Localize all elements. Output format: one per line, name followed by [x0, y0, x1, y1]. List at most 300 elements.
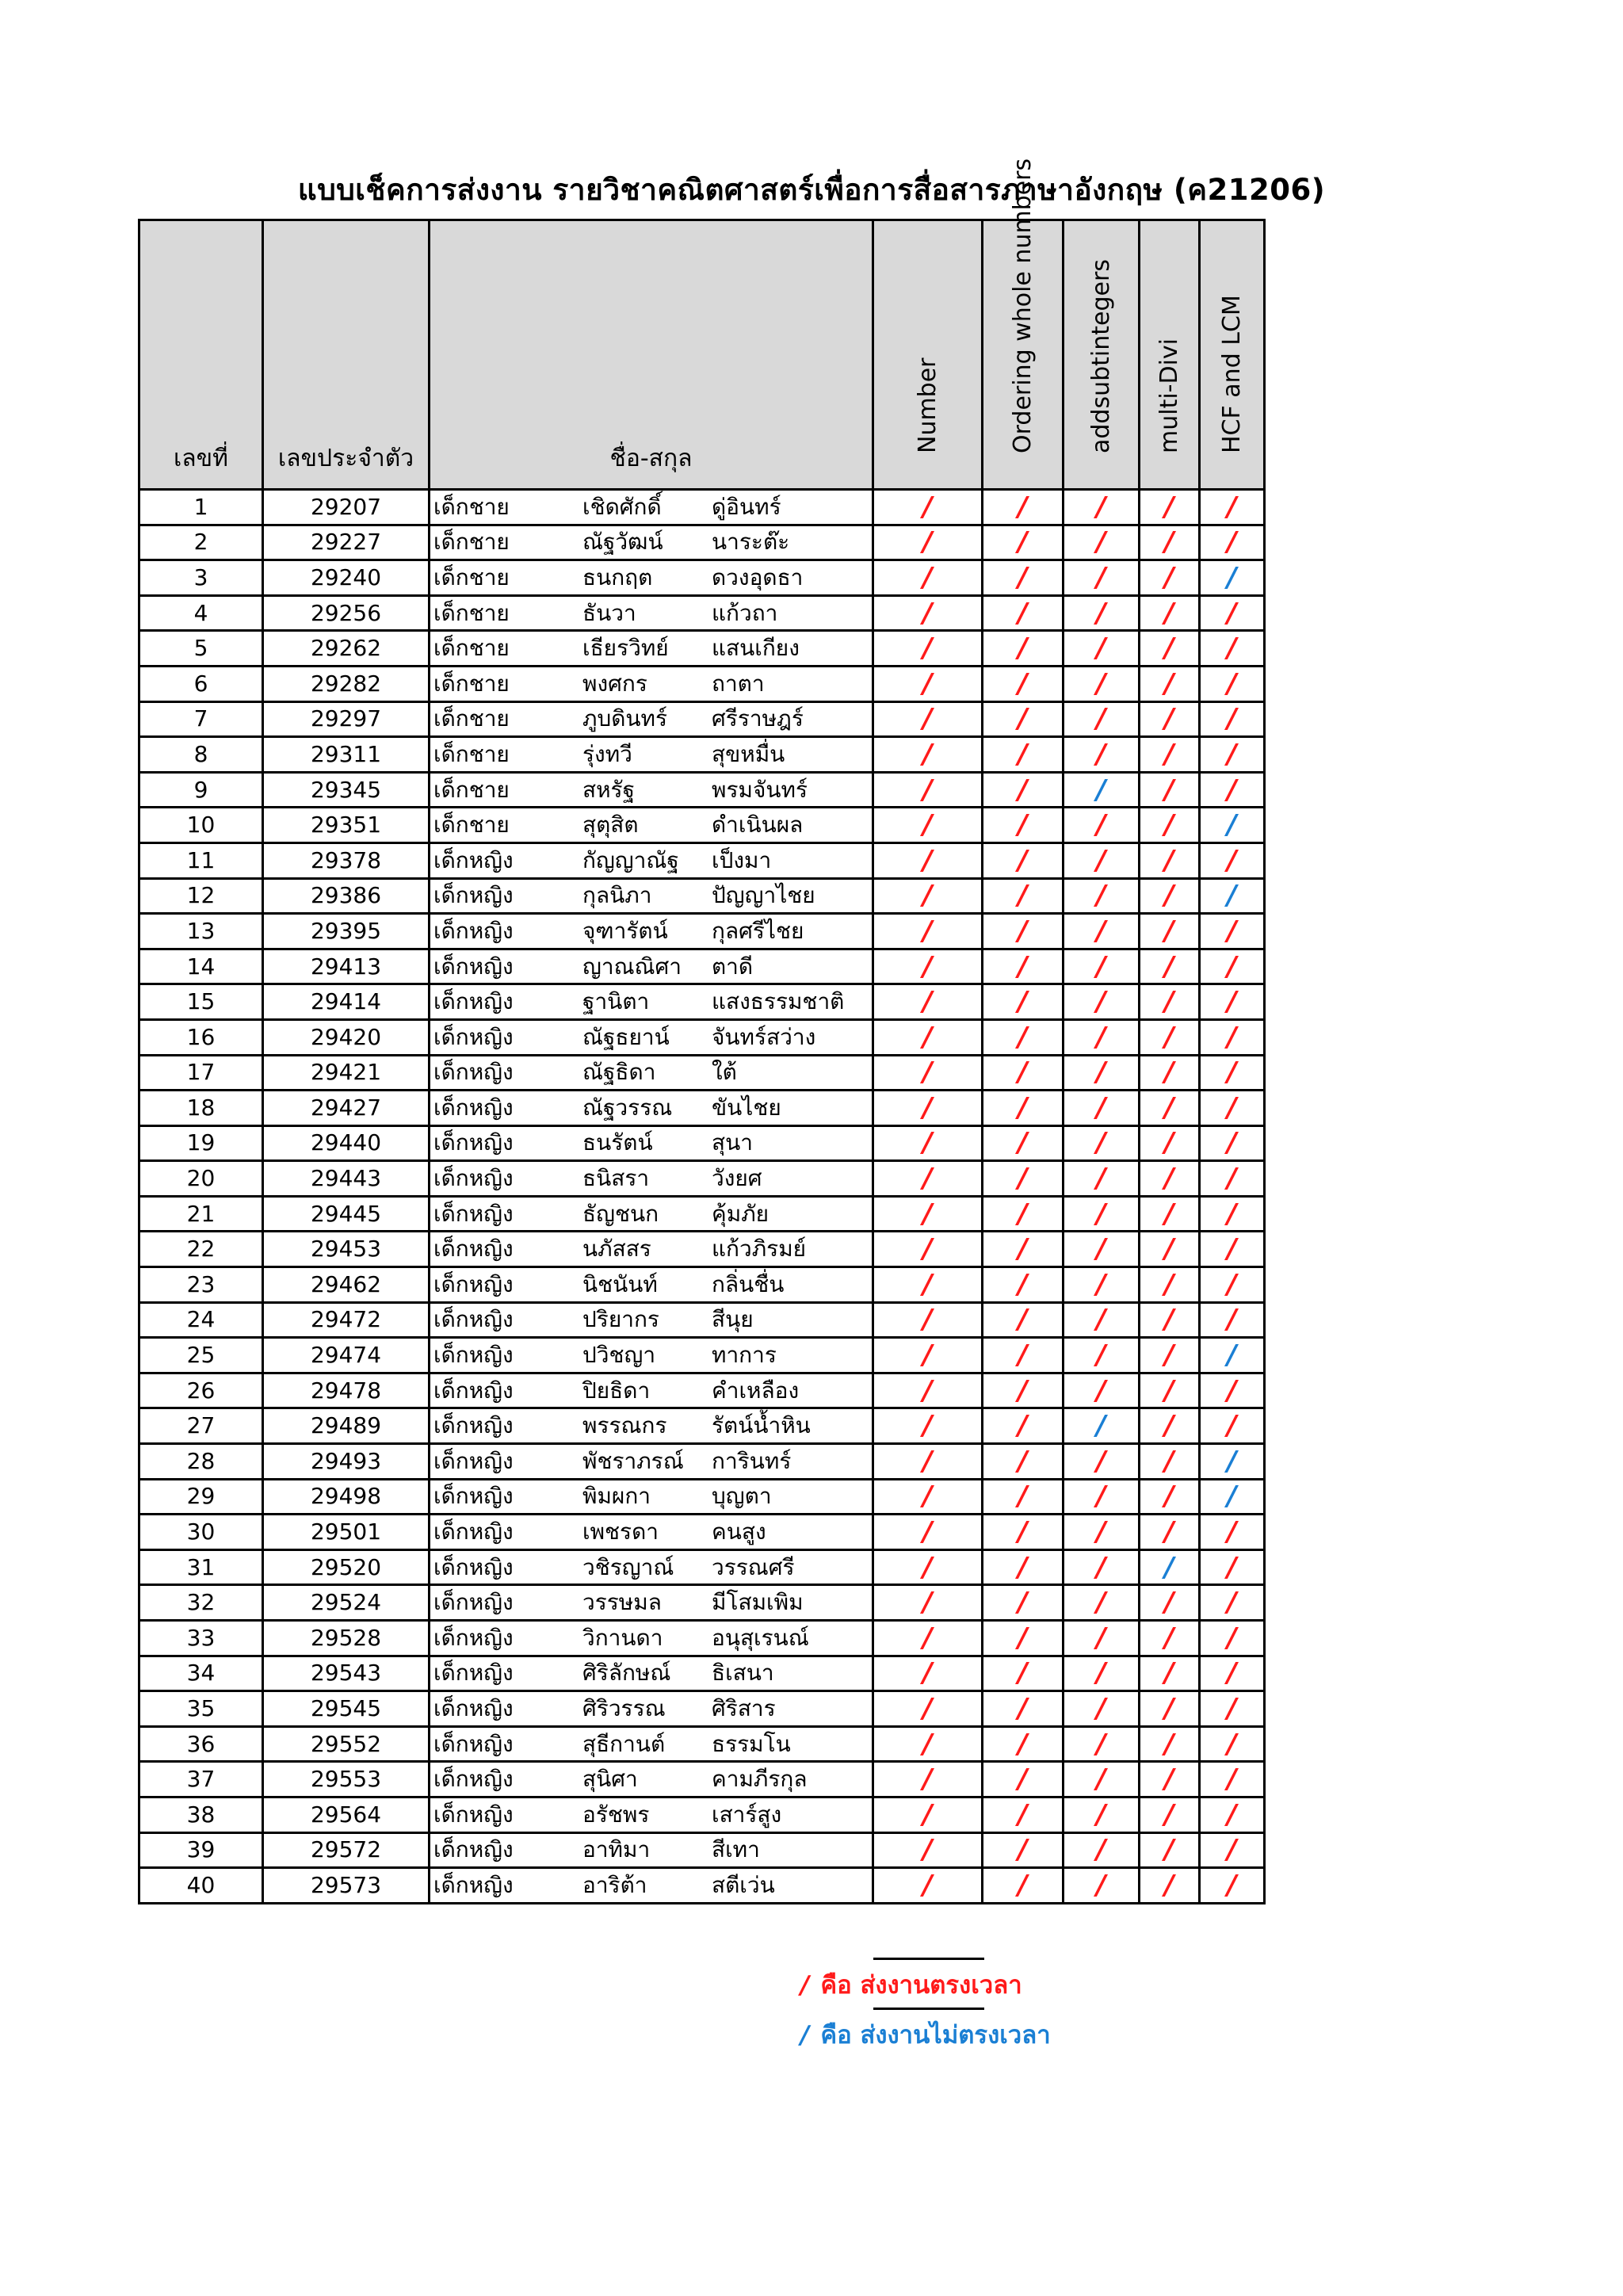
submission-check: / — [1140, 1161, 1200, 1197]
student-name — [430, 595, 873, 631]
name-last: แก้วภิรมย์ — [712, 1236, 807, 1263]
name-first: ธนรัตน์ — [582, 1129, 653, 1156]
submission-check: / — [873, 1444, 983, 1480]
submission-check: / — [1064, 1621, 1140, 1656]
submission-check: / — [873, 1019, 983, 1055]
name-prefix: เด็กหญิง — [433, 1059, 514, 1086]
submission-check: / — [1064, 914, 1140, 949]
student-id: 29297 — [263, 701, 430, 737]
submission-check: / — [873, 1515, 983, 1550]
submission-check: / — [983, 1444, 1064, 1480]
submission-check: / — [1200, 1762, 1265, 1797]
submission-check: / — [1064, 1232, 1140, 1267]
table-row — [139, 1338, 1265, 1373]
submission-check: / — [983, 631, 1064, 667]
name-first: สุนิศา — [582, 1766, 638, 1793]
name-first: พรรณกร — [582, 1412, 667, 1439]
header-assignment-multidivi: multi-Divi — [1140, 220, 1200, 490]
row-number: 5 — [139, 631, 263, 667]
student-id: 29427 — [263, 1091, 430, 1126]
name-first: อาทิมา — [582, 1836, 651, 1863]
student-id: 29453 — [263, 1232, 430, 1267]
table-row — [139, 701, 1265, 737]
student-name — [430, 1161, 873, 1197]
table-row — [139, 1196, 1265, 1232]
submission-check: / — [1064, 1091, 1140, 1126]
row-number: 20 — [139, 1161, 263, 1197]
name-last: คามภีรกุล — [712, 1766, 808, 1793]
student-name — [430, 949, 873, 984]
student-name — [430, 808, 873, 843]
name-last: ธรรมโน — [712, 1730, 791, 1757]
submission-check: / — [1140, 1091, 1200, 1126]
name-last: สตีเว่น — [712, 1871, 775, 1898]
legend-late-symbol: / — [800, 2021, 810, 2050]
student-name — [430, 631, 873, 667]
submission-check: / — [1200, 490, 1265, 525]
submission-check: / — [1200, 1373, 1265, 1408]
name-prefix: เด็กชาย — [433, 493, 510, 520]
submission-check: / — [873, 1621, 983, 1656]
table-row — [139, 878, 1265, 914]
submission-check: / — [983, 737, 1064, 773]
submission-check: / — [1064, 949, 1140, 984]
table-row — [139, 1091, 1265, 1126]
submission-check: / — [1140, 772, 1200, 808]
row-number: 26 — [139, 1373, 263, 1408]
submission-check: / — [1064, 1302, 1140, 1338]
row-number: 8 — [139, 737, 263, 773]
submission-check: / — [1200, 914, 1265, 949]
student-id: 29553 — [263, 1762, 430, 1797]
submission-check: / — [983, 595, 1064, 631]
name-last: ธิเสนา — [712, 1660, 774, 1687]
name-prefix: เด็กชาย — [433, 776, 510, 803]
row-number: 27 — [139, 1408, 263, 1444]
table-row — [139, 949, 1265, 984]
student-name — [430, 984, 873, 1020]
submission-check: / — [873, 1408, 983, 1444]
submission-check: / — [1064, 1656, 1140, 1691]
student-id: 29345 — [263, 772, 430, 808]
name-first: ณัฐวัฒน์ — [582, 529, 663, 556]
submission-check: / — [983, 525, 1064, 560]
student-name — [430, 1621, 873, 1656]
submission-check: / — [873, 1868, 983, 1904]
student-id: 29386 — [263, 878, 430, 914]
submission-check: / — [873, 1161, 983, 1197]
name-last: ตาดี — [712, 953, 754, 980]
student-id: 29493 — [263, 1444, 430, 1480]
student-name — [430, 666, 873, 701]
submission-check: / — [983, 842, 1064, 878]
student-name — [430, 1585, 873, 1621]
student-name — [430, 1302, 873, 1338]
row-number: 11 — [139, 842, 263, 878]
submission-check: / — [873, 525, 983, 560]
submission-check: / — [1140, 1267, 1200, 1303]
submission-check: / — [873, 595, 983, 631]
submission-check: / — [983, 1125, 1064, 1161]
student-name — [430, 701, 873, 737]
student-name — [430, 1373, 873, 1408]
submission-check: / — [1064, 1726, 1140, 1762]
name-prefix: เด็กชาย — [433, 635, 510, 662]
submission-check: / — [983, 1832, 1064, 1868]
name-last: สีเทา — [712, 1836, 760, 1863]
name-last: เสาร์สูง — [712, 1801, 782, 1828]
table-row — [139, 772, 1265, 808]
header-assignment-hcf-lcm: HCF and LCM — [1200, 220, 1265, 490]
submission-check: / — [1140, 1656, 1200, 1691]
submission-check: / — [1140, 984, 1200, 1020]
submission-check: / — [1140, 1868, 1200, 1904]
submission-check: / — [1064, 666, 1140, 701]
submission-check: / — [873, 1549, 983, 1585]
submission-check: / — [1140, 631, 1200, 667]
name-last: บุญตา — [712, 1483, 772, 1510]
row-number: 22 — [139, 1232, 263, 1267]
submission-check: / — [1200, 1267, 1265, 1303]
submission-check: / — [1064, 772, 1140, 808]
student-name — [430, 842, 873, 878]
submission-check: / — [1140, 1479, 1200, 1515]
submission-check: / — [983, 1479, 1064, 1515]
name-last: แก้วถา — [712, 599, 778, 626]
legend-on-time — [800, 1960, 1062, 2011]
submission-check: / — [873, 1196, 983, 1232]
submission-check: / — [983, 1726, 1064, 1762]
name-prefix: เด็กชาย — [433, 740, 510, 767]
name-prefix: เด็กหญิง — [433, 1871, 514, 1898]
name-prefix: เด็กหญิง — [433, 1412, 514, 1439]
name-prefix: เด็กชาย — [433, 812, 510, 839]
table-row — [139, 1125, 1265, 1161]
submission-check: / — [1200, 878, 1265, 914]
submission-check: / — [983, 1797, 1064, 1832]
student-name — [430, 1444, 873, 1480]
name-last: เป็งมา — [712, 846, 772, 873]
submission-check: / — [1200, 1408, 1265, 1444]
submission-check: / — [1140, 1196, 1200, 1232]
table-row — [139, 1479, 1265, 1515]
submission-check: / — [873, 808, 983, 843]
table-row — [139, 1515, 1265, 1550]
submission-check: / — [983, 1302, 1064, 1338]
name-last: คำเหลือง — [712, 1377, 800, 1404]
submission-check: / — [873, 701, 983, 737]
submission-check: / — [873, 631, 983, 667]
submission-check: / — [1200, 737, 1265, 773]
name-last: ดู่อินทร์ — [712, 493, 781, 520]
submission-check: / — [1064, 1408, 1140, 1444]
row-number: 15 — [139, 984, 263, 1020]
student-id: 29207 — [263, 490, 430, 525]
name-first: จุฑารัตน์ — [582, 917, 668, 944]
name-last: สีนุย — [712, 1306, 754, 1333]
row-number: 34 — [139, 1656, 263, 1691]
name-prefix: เด็กหญิง — [433, 1306, 514, 1333]
name-last: แสงธรรมชาติ — [712, 988, 845, 1015]
row-number: 25 — [139, 1338, 263, 1373]
submission-check: / — [1200, 1726, 1265, 1762]
name-prefix: เด็กชาย — [433, 529, 510, 556]
student-name — [430, 1762, 873, 1797]
legend-on-time-symbol: / — [800, 1971, 810, 2000]
student-name — [430, 1019, 873, 1055]
student-name — [430, 1408, 873, 1444]
table-row — [139, 914, 1265, 949]
name-prefix: เด็กหญิง — [433, 988, 514, 1015]
row-number: 1 — [139, 490, 263, 525]
name-prefix: เด็กหญิง — [433, 1023, 514, 1050]
student-name — [430, 772, 873, 808]
submission-check: / — [1064, 1196, 1140, 1232]
student-name — [430, 1726, 873, 1762]
student-id: 29545 — [263, 1691, 430, 1727]
row-number: 17 — [139, 1055, 263, 1091]
student-id: 29543 — [263, 1656, 430, 1691]
row-number: 2 — [139, 525, 263, 560]
name-first: สุตุสิต — [582, 812, 639, 839]
submission-check: / — [1064, 1019, 1140, 1055]
submission-check: / — [1140, 1691, 1200, 1727]
name-prefix: เด็กหญิง — [433, 1766, 514, 1793]
submission-check: / — [983, 808, 1064, 843]
name-first: ธันวา — [582, 599, 636, 626]
name-first: ภูบดินทร์ — [582, 705, 668, 732]
row-number: 6 — [139, 666, 263, 701]
submission-check: / — [873, 1585, 983, 1621]
name-first: วชิรญาณ์ — [582, 1553, 674, 1580]
submission-check: / — [983, 666, 1064, 701]
name-prefix: เด็กหญิง — [433, 1519, 514, 1545]
submission-check: / — [1140, 1232, 1200, 1267]
name-prefix: เด็กหญิง — [433, 1447, 514, 1474]
student-name — [430, 1656, 873, 1691]
name-prefix: เด็กหญิง — [433, 953, 514, 980]
header-name: ชื่อ-สกุล — [430, 220, 873, 490]
submission-check: / — [873, 878, 983, 914]
header-assignment-addsub: addsubtintegers — [1064, 220, 1140, 490]
header-assignment-number: Number — [873, 220, 983, 490]
student-name — [430, 1868, 873, 1904]
student-id: 29524 — [263, 1585, 430, 1621]
submission-check: / — [1200, 1232, 1265, 1267]
submission-check: / — [1200, 1161, 1265, 1197]
name-first: ธนกฤต — [582, 563, 653, 590]
submission-check: / — [873, 737, 983, 773]
student-name — [430, 914, 873, 949]
table-row — [139, 1691, 1265, 1727]
name-prefix: เด็กหญิง — [433, 1836, 514, 1863]
submission-check: / — [1140, 808, 1200, 843]
submission-check: / — [1200, 1479, 1265, 1515]
name-last: ทาการ — [712, 1342, 777, 1369]
submission-check: / — [1200, 842, 1265, 878]
submission-check: / — [1200, 1444, 1265, 1480]
submission-check: / — [983, 878, 1064, 914]
table-row — [139, 1267, 1265, 1303]
name-first: ศิริลักษณ์ — [582, 1660, 671, 1687]
student-name — [430, 525, 873, 560]
submission-check: / — [1200, 701, 1265, 737]
student-name — [430, 737, 873, 773]
submission-check: / — [873, 666, 983, 701]
submission-check: / — [873, 772, 983, 808]
submission-check: / — [1200, 595, 1265, 631]
name-first: ปริยากร — [582, 1306, 659, 1333]
student-name — [430, 1691, 873, 1727]
name-last: พรมจันทร์ — [712, 776, 808, 803]
submission-check: / — [1200, 1585, 1265, 1621]
submission-check: / — [873, 842, 983, 878]
submission-check: / — [983, 1019, 1064, 1055]
row-number: 10 — [139, 808, 263, 843]
submission-check: / — [1200, 949, 1265, 984]
student-id: 29552 — [263, 1726, 430, 1762]
submission-check: / — [1064, 1338, 1140, 1373]
row-number: 37 — [139, 1762, 263, 1797]
submission-check: / — [1140, 1373, 1200, 1408]
row-number: 30 — [139, 1515, 263, 1550]
name-prefix: เด็กหญิง — [433, 1129, 514, 1156]
table-row — [139, 1621, 1265, 1656]
table-row — [139, 1762, 1265, 1797]
student-id: 29520 — [263, 1549, 430, 1585]
name-last: นาระต๊ะ — [712, 529, 790, 556]
table-row — [139, 984, 1265, 1020]
submission-check: / — [1200, 1091, 1265, 1126]
header-assignment-ordering: Ordering whole numbers — [983, 220, 1064, 490]
table-row — [139, 1161, 1265, 1197]
submission-check: / — [1064, 1161, 1140, 1197]
table-row — [139, 525, 1265, 560]
name-first: ฐานิตา — [582, 988, 650, 1015]
submission-check: / — [1064, 1373, 1140, 1408]
student-name — [430, 1125, 873, 1161]
student-name — [430, 878, 873, 914]
submission-check: / — [983, 1656, 1064, 1691]
table-row — [139, 1055, 1265, 1091]
submission-check: / — [1064, 1691, 1140, 1727]
submission-check: / — [1200, 1019, 1265, 1055]
student-id: 29572 — [263, 1832, 430, 1868]
student-name — [430, 1055, 873, 1091]
student-id: 29256 — [263, 595, 430, 631]
name-prefix: เด็กหญิง — [433, 882, 514, 909]
name-last: มีโสมเพิม — [712, 1589, 804, 1616]
submission-check: / — [873, 1232, 983, 1267]
submission-check: / — [1064, 490, 1140, 525]
name-last: วังยศ — [712, 1165, 762, 1192]
name-first: เพชรดา — [582, 1519, 659, 1545]
submission-check: / — [1200, 1656, 1265, 1691]
name-first: ธัญชนก — [582, 1200, 659, 1227]
submission-check: / — [873, 490, 983, 525]
legend — [800, 1958, 1062, 2061]
student-id: 29395 — [263, 914, 430, 949]
submission-check: / — [1200, 1055, 1265, 1091]
name-first: เธียรวิทย์ — [582, 635, 669, 662]
table-row — [139, 631, 1265, 667]
name-first: อาริต้า — [582, 1871, 647, 1898]
submission-check: / — [1064, 1832, 1140, 1868]
name-last: ดวงอุดธา — [712, 563, 804, 590]
submission-check: / — [873, 1691, 983, 1727]
student-name — [430, 1267, 873, 1303]
name-prefix: เด็กหญิง — [433, 1624, 514, 1651]
name-prefix: เด็กหญิง — [433, 1694, 514, 1721]
submission-check: / — [983, 701, 1064, 737]
submission-check: / — [1064, 737, 1140, 773]
table-row — [139, 1726, 1265, 1762]
submission-check: / — [1140, 1125, 1200, 1161]
table-row — [139, 490, 1265, 525]
submission-check: / — [873, 1267, 983, 1303]
student-id: 29282 — [263, 666, 430, 701]
name-prefix: เด็กชาย — [433, 563, 510, 590]
submission-check: / — [873, 914, 983, 949]
name-last: วรรณศรี — [712, 1553, 795, 1580]
table-row — [139, 1408, 1265, 1444]
name-prefix: เด็กหญิง — [433, 917, 514, 944]
student-id: 29472 — [263, 1302, 430, 1338]
name-prefix: เด็กชาย — [433, 670, 510, 697]
name-last: สุขหมื่น — [712, 740, 785, 767]
name-first: สหรัฐ — [582, 776, 636, 803]
submission-check: / — [983, 1373, 1064, 1408]
name-last: แสนเกียง — [712, 635, 800, 662]
row-number: 9 — [139, 772, 263, 808]
name-prefix: เด็กหญิง — [433, 846, 514, 873]
submission-check: / — [873, 984, 983, 1020]
submission-check: / — [1064, 560, 1140, 596]
submission-check: / — [1200, 1621, 1265, 1656]
submission-check: / — [1140, 595, 1200, 631]
name-first: ญาณณิศา — [582, 953, 682, 980]
name-first: ปวิชญา — [582, 1342, 656, 1369]
submission-check: / — [1200, 1868, 1265, 1904]
submission-check: / — [1064, 1868, 1140, 1904]
submission-check: / — [1200, 1196, 1265, 1232]
submission-check: / — [1200, 1549, 1265, 1585]
name-first: วิกานดา — [582, 1624, 663, 1651]
student-id: 29227 — [263, 525, 430, 560]
table-row — [139, 1868, 1265, 1904]
submission-check: / — [1200, 1797, 1265, 1832]
student-id: 29501 — [263, 1515, 430, 1550]
submission-check: / — [1140, 701, 1200, 737]
row-number: 24 — [139, 1302, 263, 1338]
name-prefix: เด็กหญิง — [433, 1553, 514, 1580]
submission-check: / — [983, 1232, 1064, 1267]
submission-check: / — [1140, 1338, 1200, 1373]
name-last: กลิ่นชื่น — [712, 1270, 785, 1297]
submission-check: / — [1140, 525, 1200, 560]
student-name — [430, 490, 873, 525]
table-row — [139, 842, 1265, 878]
submission-check: / — [873, 1479, 983, 1515]
row-number: 16 — [139, 1019, 263, 1055]
table-row — [139, 666, 1265, 701]
submission-check: / — [1064, 595, 1140, 631]
name-last: คุ้มภัย — [712, 1200, 769, 1227]
submission-check: / — [983, 1091, 1064, 1126]
student-id: 29478 — [263, 1373, 430, 1408]
submission-check: / — [1140, 1832, 1200, 1868]
submission-check: / — [873, 1726, 983, 1762]
